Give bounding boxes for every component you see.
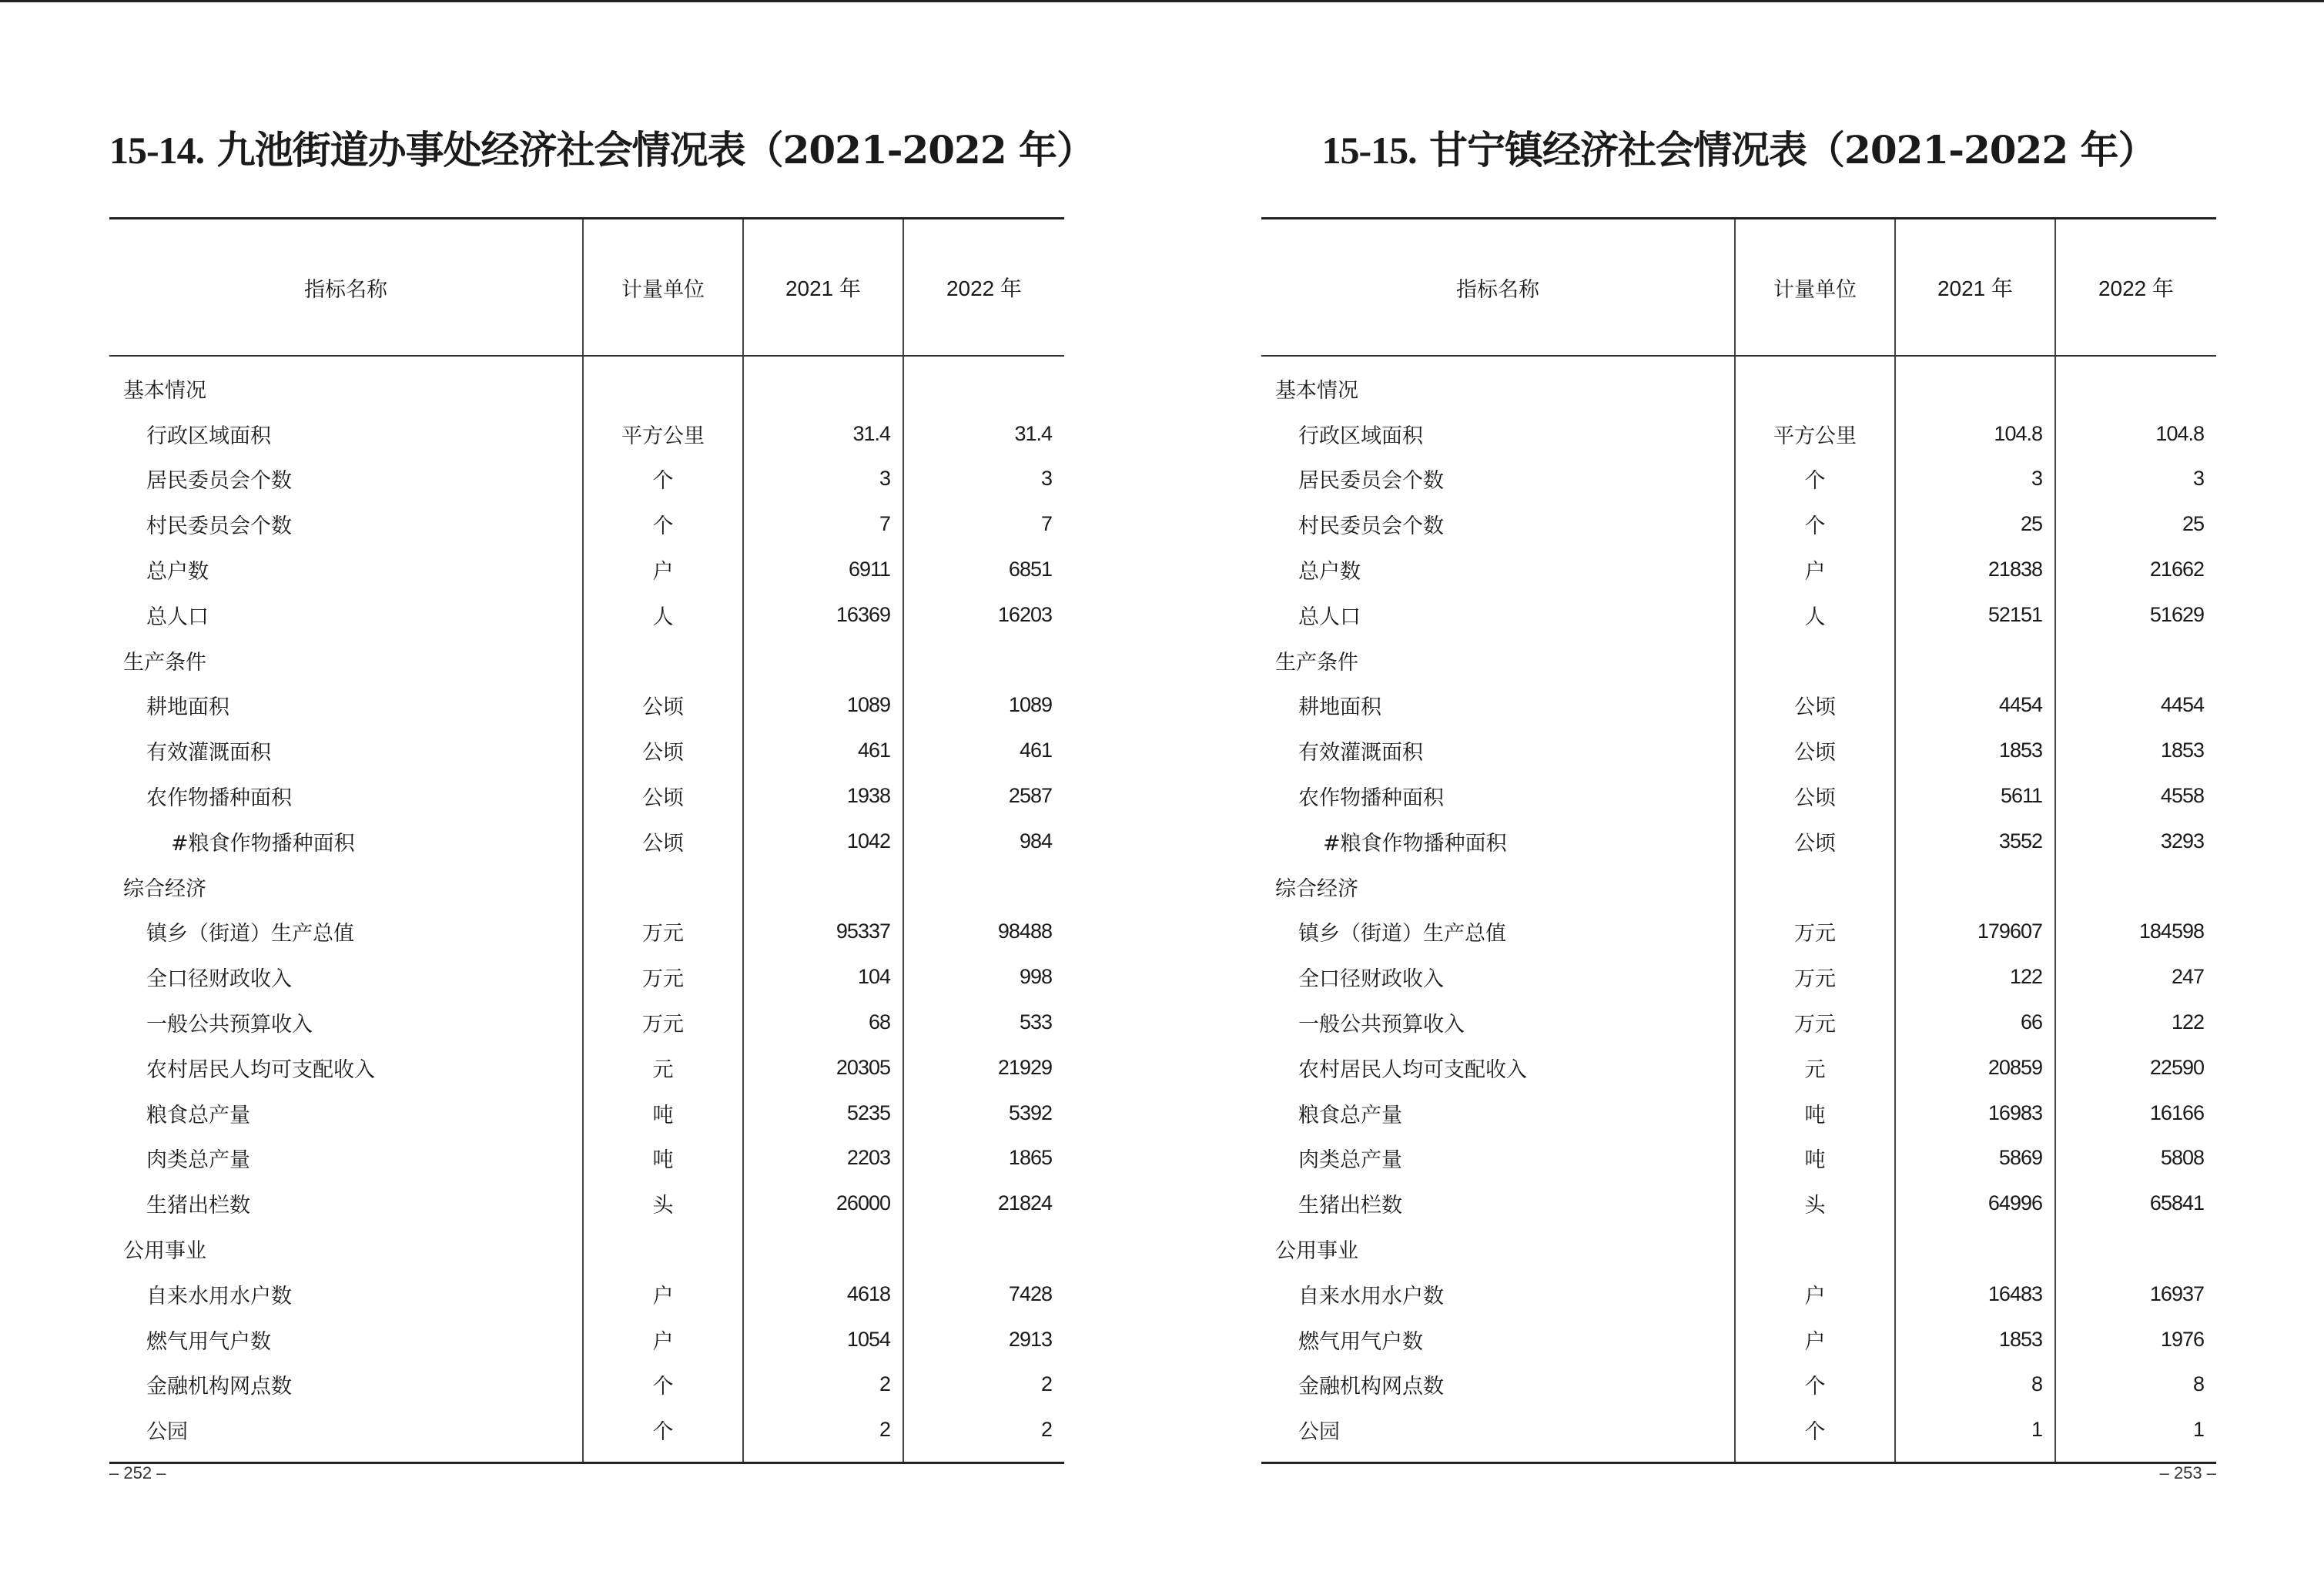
value-2022-cell: 461 [903, 728, 1064, 773]
table-title [1261, 119, 2216, 175]
unit-cell: 公顷 [1735, 819, 1895, 864]
header-indicator-name: 指标名称 [109, 219, 583, 357]
value-2021-cell: 16983 [1895, 1090, 2055, 1136]
value-2021-cell: 20305 [743, 1045, 903, 1090]
table-row [1261, 910, 2216, 955]
table-row [1261, 356, 2216, 411]
value-2021-cell: 2203 [743, 1136, 903, 1181]
indicator-name-cell: 公用事业 [1275, 1239, 1358, 1264]
unit-cell: 户 [1735, 1317, 1895, 1362]
table-row [109, 1045, 1064, 1090]
table-row [1261, 1362, 2216, 1408]
value-2022-cell: 122 [2055, 1000, 2216, 1045]
value-2022-cell: 1865 [903, 1136, 1064, 1181]
header-year-2021: 2021 年 [743, 219, 903, 357]
value-2021-cell: 6911 [743, 547, 903, 592]
value-2022-cell [903, 356, 1064, 411]
value-2021-cell [1895, 356, 2055, 411]
unit-cell: 户 [583, 547, 743, 592]
header-indicator-name: 指标名称 [1261, 219, 1735, 357]
table-row [109, 457, 1064, 502]
indicator-name-cell: 镇乡（街道）生产总值 [1298, 922, 1506, 946]
unit-cell: 吨 [1735, 1136, 1895, 1181]
value-2021-cell: 26000 [743, 1181, 903, 1226]
value-2022-cell: 7428 [903, 1271, 1064, 1317]
unit-cell: 公顷 [1735, 773, 1895, 819]
value-2022-cell [2055, 638, 2216, 683]
unit-cell: 个 [1735, 501, 1895, 547]
indicator-name-cell: 耕地面积 [1298, 695, 1381, 720]
unit-cell: 个 [1735, 457, 1895, 502]
unit-cell: 人 [583, 592, 743, 638]
table-row [1261, 411, 2216, 457]
unit-cell [583, 864, 743, 910]
unit-cell: 个 [583, 1362, 743, 1408]
value-2021-cell: 179607 [1895, 910, 2055, 955]
unit-cell [1735, 864, 1895, 910]
value-2022-cell: 4558 [2055, 773, 2216, 819]
value-2021-cell [1895, 864, 2055, 910]
unit-cell: 头 [1735, 1181, 1895, 1226]
value-2021-cell: 5235 [743, 1090, 903, 1136]
value-2022-cell: 21662 [2055, 547, 2216, 592]
value-2022-cell: 3 [2055, 457, 2216, 502]
table-row [1261, 1317, 2216, 1362]
page-left [109, 0, 1095, 1588]
unit-cell: 万元 [1735, 1000, 1895, 1045]
table-row [109, 1090, 1064, 1136]
value-2022-cell: 65841 [2055, 1181, 2216, 1226]
value-2022-cell: 31.4 [903, 411, 1064, 457]
value-2021-cell: 2 [743, 1362, 903, 1408]
table-number: 15-14. [109, 129, 205, 172]
indicator-name-cell: 生猪出栏数 [146, 1194, 250, 1218]
unit-cell: 头 [583, 1181, 743, 1226]
indicator-name-cell: 生产条件 [123, 650, 206, 675]
indicator-name-cell: 农村居民人均可支配收入 [1298, 1057, 1527, 1082]
indicator-name-cell: 综合经济 [123, 876, 206, 901]
value-2022-cell: 21929 [903, 1045, 1064, 1090]
indicator-name-cell: 自来水用水户数 [1298, 1284, 1444, 1308]
unit-cell: 人 [1735, 592, 1895, 638]
table-row [109, 683, 1064, 729]
value-2021-cell: 64996 [1895, 1181, 2055, 1226]
value-2022-cell: 998 [903, 954, 1064, 1000]
value-2022-cell: 5392 [903, 1090, 1064, 1136]
value-2021-cell: 2 [743, 1407, 903, 1462]
table-row [1261, 864, 2216, 910]
value-2022-cell: 16203 [903, 592, 1064, 638]
table-row [1261, 1271, 2216, 1317]
indicator-name-cell: 农作物播种面积 [1298, 786, 1444, 811]
value-2021-cell: 4618 [743, 1271, 903, 1317]
value-2022-cell: 21824 [903, 1181, 1064, 1226]
value-2022-cell: 533 [903, 1000, 1064, 1045]
value-2022-cell: 7 [903, 501, 1064, 547]
value-2022-cell: 2587 [903, 773, 1064, 819]
value-2021-cell: 16369 [743, 592, 903, 638]
indicator-name-cell: 基本情况 [1275, 378, 1358, 403]
value-2022-cell: 25 [2055, 501, 2216, 547]
table-row [1261, 638, 2216, 683]
value-2021-cell: 1938 [743, 773, 903, 819]
table-body [109, 356, 1064, 1463]
value-2021-cell: 66 [1895, 1000, 2055, 1045]
header-unit: 计量单位 [1735, 219, 1895, 357]
table-row [1261, 1181, 2216, 1226]
value-2021-cell: 25 [1895, 501, 2055, 547]
table-row [1261, 954, 2216, 1000]
indicator-name-cell: 公用事业 [123, 1239, 206, 1264]
table-row [109, 773, 1064, 819]
value-2021-cell: 1042 [743, 819, 903, 864]
header-year-2021: 2021 年 [1895, 219, 2055, 357]
value-2022-cell: 184598 [2055, 910, 2216, 955]
unit-cell: 公顷 [1735, 683, 1895, 729]
value-2022-cell: 3293 [2055, 819, 2216, 864]
value-2021-cell: 1853 [1895, 728, 2055, 773]
value-2022-cell: 2913 [903, 1317, 1064, 1362]
unit-cell: 户 [1735, 1271, 1895, 1317]
table-row [109, 1271, 1064, 1317]
unit-cell: 公顷 [583, 819, 743, 864]
value-2022-cell: 104.8 [2055, 411, 2216, 457]
value-2021-cell: 52151 [1895, 592, 2055, 638]
indicator-name-cell: 金融机构网点数 [1298, 1375, 1444, 1399]
value-2022-cell: 51629 [2055, 592, 2216, 638]
value-2021-cell [743, 1226, 903, 1271]
unit-cell: 万元 [1735, 954, 1895, 1000]
value-2022-cell [2055, 864, 2216, 910]
table-row [1261, 592, 2216, 638]
value-2022-cell: 3 [903, 457, 1064, 502]
unit-cell: 公顷 [583, 773, 743, 819]
table-row [109, 819, 1064, 864]
indicator-name-cell: 行政区域面积 [1298, 424, 1423, 448]
indicator-name-cell: 总人口 [146, 605, 209, 629]
indicator-name-cell: 农作物播种面积 [146, 786, 292, 811]
table-row [109, 547, 1064, 592]
value-2021-cell: 20859 [1895, 1045, 2055, 1090]
indicator-name-cell: 燃气用气户数 [146, 1329, 271, 1354]
unit-cell [583, 356, 743, 411]
table-row [109, 592, 1064, 638]
value-2022-cell: 8 [2055, 1362, 2216, 1408]
value-2021-cell: 122 [1895, 954, 2055, 1000]
unit-cell: 公顷 [583, 683, 743, 729]
value-2021-cell: 1089 [743, 683, 903, 729]
page-number: – 252 – [109, 1463, 166, 1482]
unit-cell: 吨 [583, 1136, 743, 1181]
indicator-name-cell: 肉类总产量 [146, 1148, 250, 1173]
value-2022-cell: 6851 [903, 547, 1064, 592]
indicator-name-cell: 一般公共预算收入 [1298, 1013, 1465, 1037]
indicator-name-cell: 综合经济 [1275, 876, 1358, 901]
value-2022-cell: 98488 [903, 910, 1064, 955]
unit-cell: 万元 [583, 954, 743, 1000]
value-2022-cell: 1976 [2055, 1317, 2216, 1362]
value-2022-cell: 4454 [2055, 683, 2216, 729]
value-2021-cell: 21838 [1895, 547, 2055, 592]
value-2021-cell: 104.8 [1895, 411, 2055, 457]
table-row [109, 356, 1064, 411]
unit-cell: 平方公里 [583, 411, 743, 457]
indicator-name-cell: 肉类总产量 [1298, 1148, 1402, 1173]
indicator-name-cell: 自来水用水户数 [146, 1284, 292, 1308]
indicator-name-cell: 金融机构网点数 [146, 1375, 292, 1399]
unit-cell: 公顷 [583, 728, 743, 773]
indicator-name-cell: 有效灌溉面积 [146, 741, 271, 766]
indicator-name-cell: 一般公共预算收入 [146, 1013, 313, 1037]
unit-cell [1735, 356, 1895, 411]
table-row [109, 1136, 1064, 1181]
indicator-name-cell: 全口径财政收入 [1298, 967, 1444, 992]
table-row [109, 638, 1064, 683]
indicator-name-cell: 耕地面积 [146, 695, 229, 720]
table-row [1261, 457, 2216, 502]
unit-cell: 吨 [1735, 1090, 1895, 1136]
value-2022-cell: 2 [903, 1407, 1064, 1462]
table-row [1261, 819, 2216, 864]
indicator-name-cell: 粮食总产量 [1298, 1103, 1402, 1127]
table-row [1261, 773, 2216, 819]
indicator-name-cell: 燃气用气户数 [1298, 1329, 1423, 1354]
table-row [109, 1181, 1064, 1226]
value-2021-cell: 1853 [1895, 1317, 2055, 1362]
indicator-name-cell: 粮食总产量 [146, 1103, 250, 1127]
indicator-name-cell: 农村居民人均可支配收入 [146, 1057, 375, 1082]
unit-cell [583, 1226, 743, 1271]
indicator-name-cell: 镇乡（街道）生产总值 [146, 922, 354, 946]
value-2021-cell [743, 356, 903, 411]
indicator-name-cell: 总户数 [146, 560, 209, 585]
unit-cell: 个 [1735, 1362, 1895, 1408]
table-row [1261, 547, 2216, 592]
unit-cell: 户 [583, 1271, 743, 1317]
table-row [1261, 1045, 2216, 1090]
table-row [109, 411, 1064, 457]
unit-cell: 个 [583, 1407, 743, 1462]
value-2022-cell: 22590 [2055, 1045, 2216, 1090]
table-header-row [109, 219, 1064, 357]
value-2021-cell: 7 [743, 501, 903, 547]
indicator-name-cell: 行政区域面积 [146, 424, 271, 448]
table-row [1261, 1000, 2216, 1045]
value-2021-cell: 8 [1895, 1362, 2055, 1408]
value-2021-cell: 3 [743, 457, 903, 502]
unit-cell: 万元 [583, 1000, 743, 1045]
unit-cell: 户 [583, 1317, 743, 1362]
value-2022-cell [903, 638, 1064, 683]
table-row [109, 954, 1064, 1000]
unit-cell [583, 638, 743, 683]
value-2021-cell: 4454 [1895, 683, 2055, 729]
unit-cell: 个 [583, 501, 743, 547]
value-2022-cell: 1853 [2055, 728, 2216, 773]
value-2021-cell: 3552 [1895, 819, 2055, 864]
indicator-name-cell: 生产条件 [1275, 650, 1358, 675]
table-row [1261, 501, 2216, 547]
table-row [109, 1226, 1064, 1271]
table-title [109, 119, 1095, 175]
unit-cell: 元 [1735, 1045, 1895, 1090]
table-row [1261, 1090, 2216, 1136]
unit-cell: 户 [1735, 547, 1895, 592]
table-row [1261, 1136, 2216, 1181]
value-2021-cell: 1 [1895, 1407, 2055, 1462]
value-2021-cell [1895, 638, 2055, 683]
value-2021-cell: 68 [743, 1000, 903, 1045]
indicator-name-cell: 居民委员会个数 [146, 469, 292, 494]
value-2022-cell: 984 [903, 819, 1064, 864]
table-row [1261, 1407, 2216, 1462]
table-title-text: 甘宁镇经济社会情况表（2021-2022 年） [1416, 127, 2156, 173]
indicator-name-cell: 公园 [146, 1420, 188, 1445]
value-2022-cell: 5808 [2055, 1136, 2216, 1181]
indicator-name-cell: #粮食作物播种面积 [1323, 831, 1507, 856]
statistics-table [1261, 217, 2216, 1464]
value-2022-cell [903, 1226, 1064, 1271]
table-row [109, 1362, 1064, 1408]
header-year-2022: 2022 年 [903, 219, 1064, 357]
table-header-row [1261, 219, 2216, 357]
indicator-name-cell: 公园 [1298, 1420, 1340, 1445]
table-row [109, 910, 1064, 955]
value-2022-cell: 1089 [903, 683, 1064, 729]
value-2021-cell [743, 864, 903, 910]
page-right [1261, 0, 2216, 1588]
value-2021-cell: 16483 [1895, 1271, 2055, 1317]
indicator-name-cell: 有效灌溉面积 [1298, 741, 1423, 766]
table-row [1261, 683, 2216, 729]
value-2021-cell [1895, 1226, 2055, 1271]
table-row [109, 1000, 1064, 1045]
indicator-name-cell: 全口径财政收入 [146, 967, 292, 992]
value-2022-cell [2055, 1226, 2216, 1271]
unit-cell: 公顷 [1735, 728, 1895, 773]
table-row [109, 501, 1064, 547]
value-2022-cell: 16166 [2055, 1090, 2216, 1136]
table-row [109, 728, 1064, 773]
value-2021-cell: 5869 [1895, 1136, 2055, 1181]
unit-cell: 吨 [583, 1090, 743, 1136]
value-2021-cell: 31.4 [743, 411, 903, 457]
value-2022-cell: 247 [2055, 954, 2216, 1000]
unit-cell: 个 [1735, 1407, 1895, 1462]
unit-cell [1735, 638, 1895, 683]
indicator-name-cell: 村民委员会个数 [1298, 514, 1444, 539]
value-2022-cell: 1 [2055, 1407, 2216, 1462]
table-row [109, 1317, 1064, 1362]
value-2021-cell: 3 [1895, 457, 2055, 502]
value-2022-cell: 16937 [2055, 1271, 2216, 1317]
table-row [109, 1407, 1064, 1462]
indicator-name-cell: 居民委员会个数 [1298, 469, 1444, 494]
indicator-name-cell: 总人口 [1298, 605, 1361, 629]
value-2022-cell: 2 [903, 1362, 1064, 1408]
indicator-name-cell: 基本情况 [123, 378, 206, 403]
indicator-name-cell: 村民委员会个数 [146, 514, 292, 539]
value-2021-cell: 1054 [743, 1317, 903, 1362]
table-body [1261, 356, 2216, 1463]
table-number: 15-15. [1321, 129, 1417, 172]
unit-cell: 万元 [583, 910, 743, 955]
indicator-name-cell: #粮食作物播种面积 [171, 831, 355, 856]
unit-cell [1735, 1226, 1895, 1271]
indicator-name-cell: 生猪出栏数 [1298, 1194, 1402, 1218]
value-2021-cell [743, 638, 903, 683]
header-unit: 计量单位 [583, 219, 743, 357]
value-2021-cell: 104 [743, 954, 903, 1000]
table-title-text: 九池街道办事处经济社会情况表（2021-2022 年） [204, 127, 1095, 173]
value-2022-cell [2055, 356, 2216, 411]
unit-cell: 元 [583, 1045, 743, 1090]
unit-cell: 平方公里 [1735, 411, 1895, 457]
indicator-name-cell: 总户数 [1298, 560, 1361, 585]
value-2022-cell [903, 864, 1064, 910]
header-year-2022: 2022 年 [2055, 219, 2216, 357]
table-row [1261, 1226, 2216, 1271]
unit-cell: 万元 [1735, 910, 1895, 955]
value-2021-cell: 461 [743, 728, 903, 773]
statistics-table [109, 217, 1064, 1464]
table-row [1261, 728, 2216, 773]
value-2021-cell: 5611 [1895, 773, 2055, 819]
page-number: – 253 – [2159, 1463, 2216, 1482]
unit-cell: 个 [583, 457, 743, 502]
table-row [109, 864, 1064, 910]
value-2021-cell: 95337 [743, 910, 903, 955]
